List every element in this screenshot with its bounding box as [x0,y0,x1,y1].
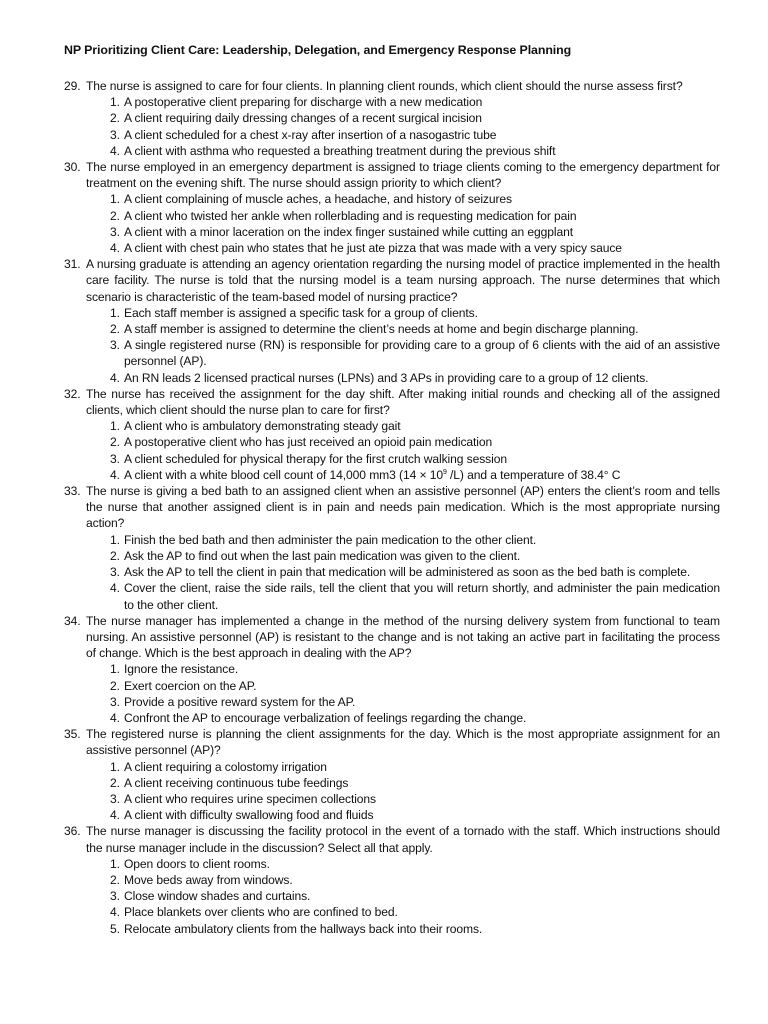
question-text: The nurse has received the assignment for the day shift. After making initial rounds and checking all of the assigned clients, which client should the nurse plan to care for first? [86,386,720,418]
option-number: 4. [110,467,120,482]
answer-option [64,305,720,321]
answer-option [64,775,720,791]
option-number: 2. [110,111,120,126]
option-text: A client who twisted her ankle when rollerblading and is requesting medication for pain [124,208,577,223]
answer-option [64,321,720,337]
answer-option [64,888,720,904]
option-text: A client with asthma who requested a breathing treatment during the previous shift [124,143,556,158]
option-text: A client with chest pain who states that he just ate pizza that was made with a very spicy sauce [124,241,622,256]
question-stem [64,159,720,191]
question-number: 34. [64,613,81,628]
option-text: Cover the client, raise the side rails, tell the client that you will return shortly, and administer the pain medication to the other client. [124,581,720,612]
option-text: Provide a positive reward system for the AP. [124,694,356,709]
answer-option [64,110,720,126]
option-text [124,467,720,483]
question-number: 32. [64,386,81,401]
question-stem [64,78,720,94]
option-text: A client with difficulty swallowing food and fluids [124,808,374,823]
option-text: A client requiring a colostomy irrigation [124,759,327,774]
question-number: 36. [64,824,81,839]
question-29 [64,78,720,159]
option-number: 3. [110,694,120,709]
option-text: Close window shades and curtains. [124,889,311,904]
option-text: Open doors to client rooms. [124,856,270,871]
question-number: 29. [64,79,81,93]
question-text: The nurse manager has implemented a change in the method of the nursing delivery system from functional to team nursing. An assistive personnel (AP) is resistant to the change and is not taking an active part in facilitating the process of change. Which is the best approach in dealing with the AP? [86,613,720,661]
option-number: 3. [110,338,120,353]
answer-option [64,856,720,872]
answer-options [64,418,720,483]
answer-option [64,904,720,920]
answer-option [64,872,720,888]
option-number: 1. [110,662,120,677]
answer-option [64,759,720,775]
option-text: A client complaining of muscle aches, a headache, and history of seizures [124,192,512,207]
option-number: 3. [110,791,120,806]
option-number: 2. [110,872,120,887]
option-text: A client scheduled for a chest x-ray after insertion of a nasogastric tube [124,127,497,142]
answer-option [64,127,720,143]
option-number: 4. [110,241,120,256]
option-text: A postoperative client who has just received an opioid pain medication [124,435,493,450]
answer-option [64,921,720,937]
question-35 [64,726,720,823]
answer-option [64,94,720,110]
option-number: 1. [110,419,120,434]
answer-option [64,807,720,823]
option-number: 1. [110,856,120,871]
answer-options [64,532,720,613]
answer-option [64,337,720,369]
option-text: A client who is ambulatory demonstrating steady gait [124,419,401,434]
answer-options [64,661,720,726]
question-stem [64,386,720,418]
answer-option [64,532,720,548]
question-text: The nurse is assigned to care for four clients. In planning client rounds, which client should the nurse assess first? [86,79,683,93]
question-stem [64,823,720,855]
exponent: 9 [442,468,447,476]
option-number: 3. [110,565,120,580]
answer-options [64,94,720,159]
answer-option [64,580,720,612]
question-36 [64,823,720,936]
answer-option [64,678,720,694]
option-text-part: A client with a white blood cell count of 14,000 mm3 (14 × 10 [124,467,443,482]
answer-option [64,434,720,450]
answer-option [64,224,720,240]
answer-option [64,451,720,467]
option-number: 3. [110,224,120,239]
option-number: 3. [110,451,120,466]
option-text: Each staff member is assigned a specific task for a group of clients. [124,305,478,320]
option-text: A client scheduled for physical therapy for the first crutch walking session [124,451,507,466]
option-text: A postoperative client preparing for discharge with a new medication [124,95,483,110]
answer-option [64,467,720,483]
option-number: 4. [110,581,120,596]
answer-option [64,240,720,256]
answer-option [64,370,720,386]
option-number: 5. [110,921,120,936]
question-32 [64,386,720,483]
option-number: 2. [110,208,120,223]
answer-option [64,143,720,159]
option-text: Ask the AP to tell the client in pain that medication will be administered as soon as the bed bath is complete. [124,565,691,580]
option-number: 4. [110,808,120,823]
answer-option [64,661,720,677]
option-number: 2. [110,775,120,790]
answer-option [64,564,720,580]
option-text: Ask the AP to find out when the last pain medication was given to the client. [124,548,521,563]
question-34 [64,613,720,726]
answer-option [64,710,720,726]
question-number: 33. [64,484,81,499]
answer-options [64,191,720,256]
question-stem [64,483,720,532]
option-number: 1. [110,532,120,547]
question-text: The nurse is giving a bed bath to an assigned client when an assistive personnel (AP) enters the client’s room and tells the nurse that another assigned client is in pain and needs pain medication. Which is the most appropriate nursing action? [86,484,720,531]
option-text: Relocate ambulatory clients from the hallways back into their rooms. [124,921,483,936]
option-number: 4. [110,905,120,920]
option-text: A client requiring daily dressing changes of a recent surgical incision [124,111,482,126]
option-number: 1. [110,95,120,110]
option-number: 3. [110,127,120,142]
question-number: 31. [64,257,81,272]
answer-options [64,856,720,937]
question-33 [64,483,720,613]
option-text: A client who requires urine specimen collections [124,791,376,806]
answer-option [64,418,720,434]
question-stem [64,613,720,662]
option-text: An RN leads 2 licensed practical nurses (LPNs) and 3 APs in providing care to a group of 12 clients. [124,370,649,385]
answer-option [64,208,720,224]
option-text: A single registered nurse (RN) is responsible for providing care to a group of 6 clients with the aid of an assistive personnel (AP). [124,338,720,369]
option-text-part: /L) and a temperature of 38.4° C [446,467,621,482]
question-stem [64,256,720,305]
option-number: 2. [110,548,120,563]
page-title: NP Prioritizing Client Care: Leadership, Delegation, and Emergency Response Planning [64,43,572,57]
option-number: 2. [110,435,120,450]
question-text: The nurse manager is discussing the facility protocol in the event of a tornado with the staff. Which instructions should the nurse manager include in the discussion? Select all that apply. [86,824,720,855]
answer-option [64,191,720,207]
option-text: Ignore the resistance. [124,662,239,677]
option-text: Confront the AP to encourage verbalization of feelings regarding the change. [124,710,527,725]
question-number: 30. [64,160,81,175]
option-text: Exert coercion on the AP. [124,678,257,693]
answer-option [64,548,720,564]
question-text: The registered nurse is planning the client assignments for the day. Which is the most appropriate assignment for an assistive personnel (AP)? [86,727,720,758]
question-30 [64,159,720,256]
question-31 [64,256,720,386]
option-number: 1. [110,192,120,207]
answer-option [64,791,720,807]
option-number: 4. [110,710,120,725]
option-number: 1. [110,305,120,320]
answer-option [64,694,720,710]
option-text: Move beds away from windows. [124,872,293,887]
question-stem [64,726,720,758]
option-number: 3. [110,889,120,904]
option-number: 4. [110,370,120,385]
answer-options [64,759,720,824]
option-text: A staff member is assigned to determine the client’s needs at home and begin discharge planning. [124,322,639,337]
answer-options [64,305,720,386]
option-text: A client receiving continuous tube feedings [124,775,349,790]
option-text: A client with a minor laceration on the index finger sustained while cutting an eggplant [124,224,574,239]
option-text: Place blankets over clients who are confined to bed. [124,905,398,920]
question-text: A nursing graduate is attending an agency orientation regarding the nursing model of practice implemented in the health care facility. The nurse is told that the nursing model is a team nursing approach. The nurse determines that which scenario is characteristic of the team-based model of nursing practice? [86,257,720,304]
option-number: 2. [110,322,120,337]
question-number: 35. [64,727,81,742]
option-number: 4. [110,143,120,158]
option-number: 1. [110,759,120,774]
option-number: 2. [110,678,120,693]
question-text: The nurse employed in an emergency department is assigned to triage clients coming to the emergency department for treatment on the evening shift. The nurse should assign priority to which client? [86,160,720,191]
option-text: Finish the bed bath and then administer the pain medication to the other client. [124,532,537,547]
